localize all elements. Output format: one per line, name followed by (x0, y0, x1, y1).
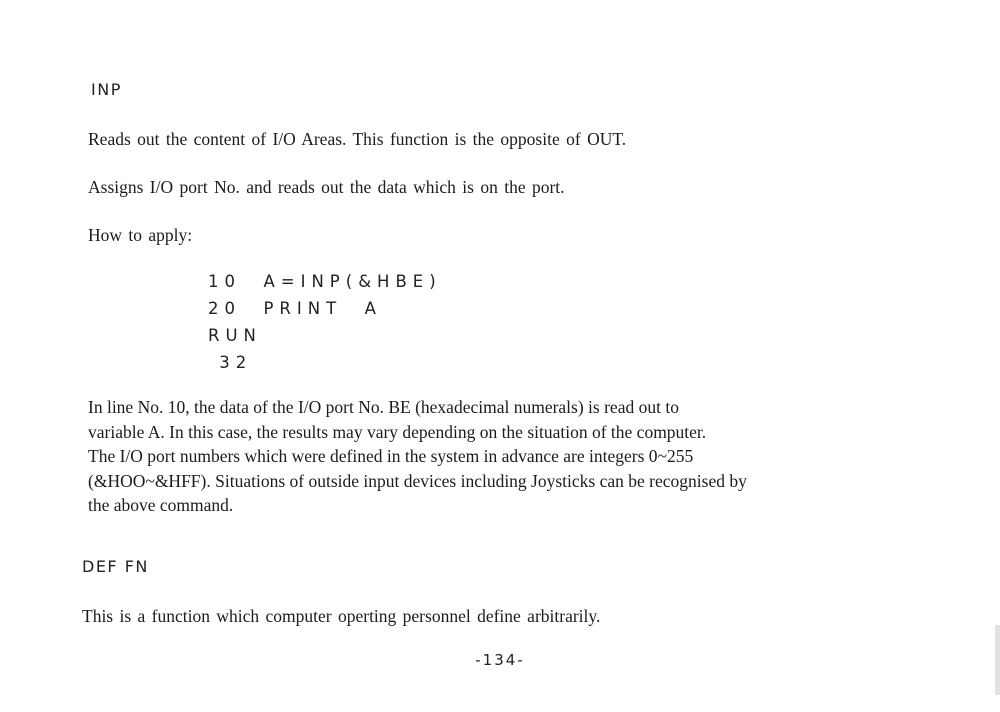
explanation-line: The I/O port numbers which were defined in the system in advance are integers 0~255 (88, 446, 694, 466)
how-to-apply-label: How to apply: (88, 225, 193, 245)
code-output: 32 (208, 353, 253, 372)
section-title-inp: INP (91, 80, 122, 99)
explanation-line: In line No. 10, the data of the I/O port No. BE (hexadecimal numerals) is read out to (88, 397, 679, 417)
code-line-1: 10 A=INP(&HBE) (208, 272, 442, 291)
scan-edge-shadow (995, 625, 1000, 695)
explanation-line: (&HOO~&HFF). Situations of outside input devices including Joysticks can be recognised by (88, 470, 747, 491)
inp-description: Reads out the content of I/O Areas. This function is the opposite of OUT. (88, 129, 627, 149)
def-fn-description: This is a function which computer operting personnel define arbitrarily. (82, 606, 601, 626)
inp-explanation (88, 395, 918, 518)
code-line-3: RUN (208, 326, 262, 345)
section-title-def-fn: DEF FN (82, 557, 149, 576)
page-number: -134- (475, 651, 525, 669)
inp-port-description: Assigns I/O port No. and reads out the data which is on the port. (88, 177, 565, 197)
code-line-2: 20 PRINT A (208, 299, 382, 318)
explanation-line: the above command. (88, 495, 234, 515)
explanation-line: variable A. In this case, the results may vary depending on the situation of the computer. (88, 421, 707, 442)
